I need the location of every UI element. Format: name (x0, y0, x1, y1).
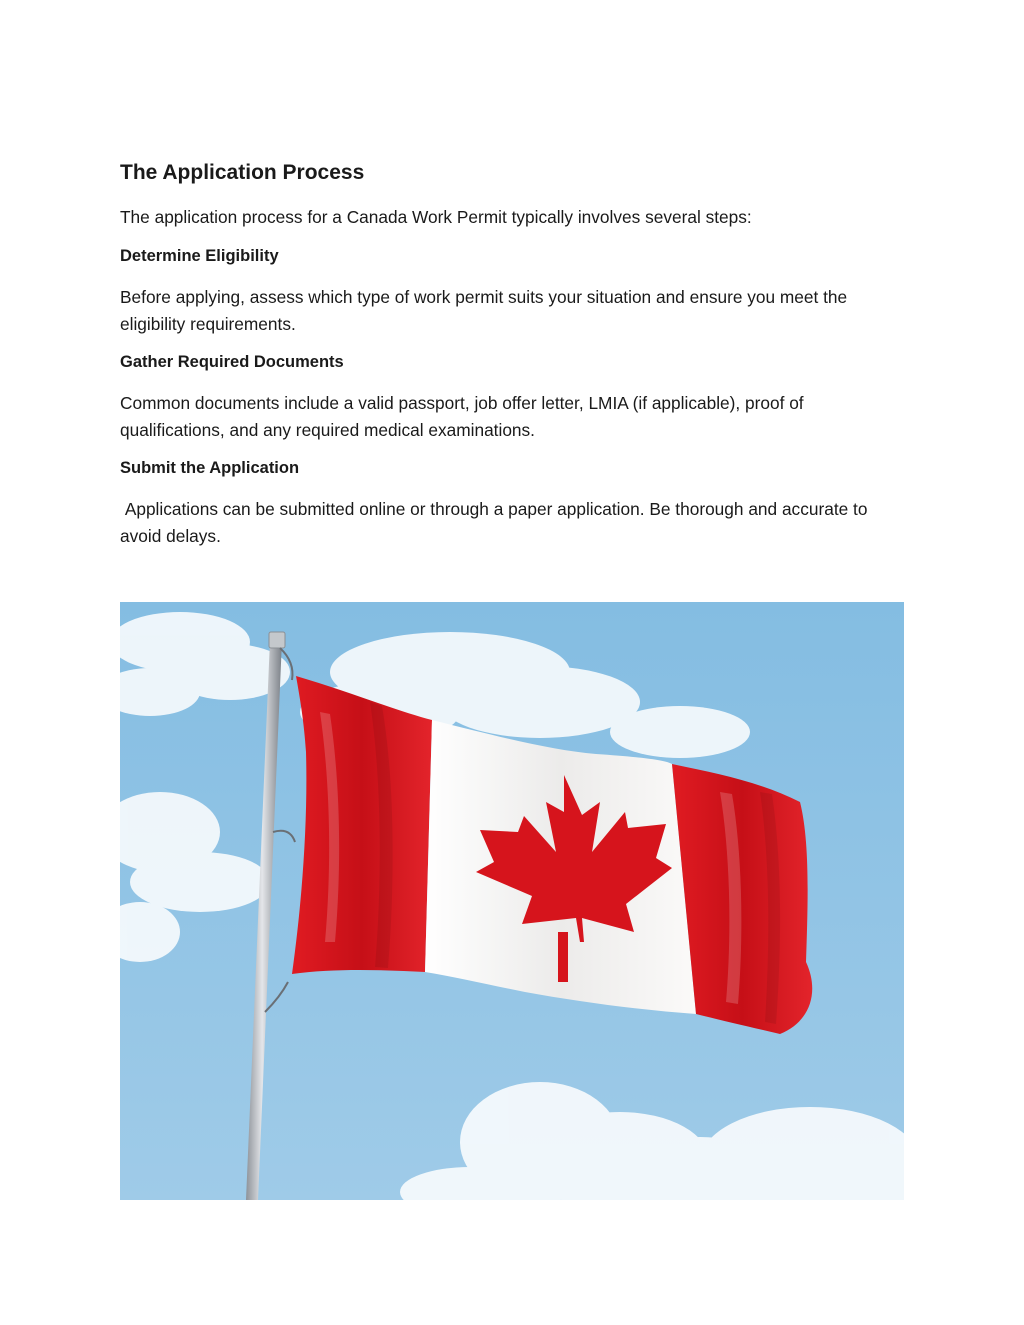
intro-paragraph: The application process for a Canada Work Permit typically involves several steps: (120, 207, 752, 227)
flag-photo-illustration (120, 602, 904, 1200)
page-title: The Application Process (120, 161, 365, 184)
step-heading-documents: Gather Required Documents (120, 353, 344, 371)
step-body-eligibility: Before applying, assess which type of work permit suits your situation and ensure you meet the eligibility requirements. (120, 287, 848, 334)
step-heading-submit: Submit the Application (120, 459, 300, 477)
step-heading-eligibility: Determine Eligibility (120, 247, 279, 265)
maple-leaf-stem (558, 932, 568, 982)
step-body-submit: Applications can be submitted online or through a paper application. Be thorough and accurate to avoid delays. (120, 499, 873, 546)
step-body-documents: Common documents include a valid passport, job offer letter, LMIA (if applicable), proof of qualifications, and any required medical examinations. (120, 393, 804, 440)
canada-flag-photo (120, 602, 904, 1200)
